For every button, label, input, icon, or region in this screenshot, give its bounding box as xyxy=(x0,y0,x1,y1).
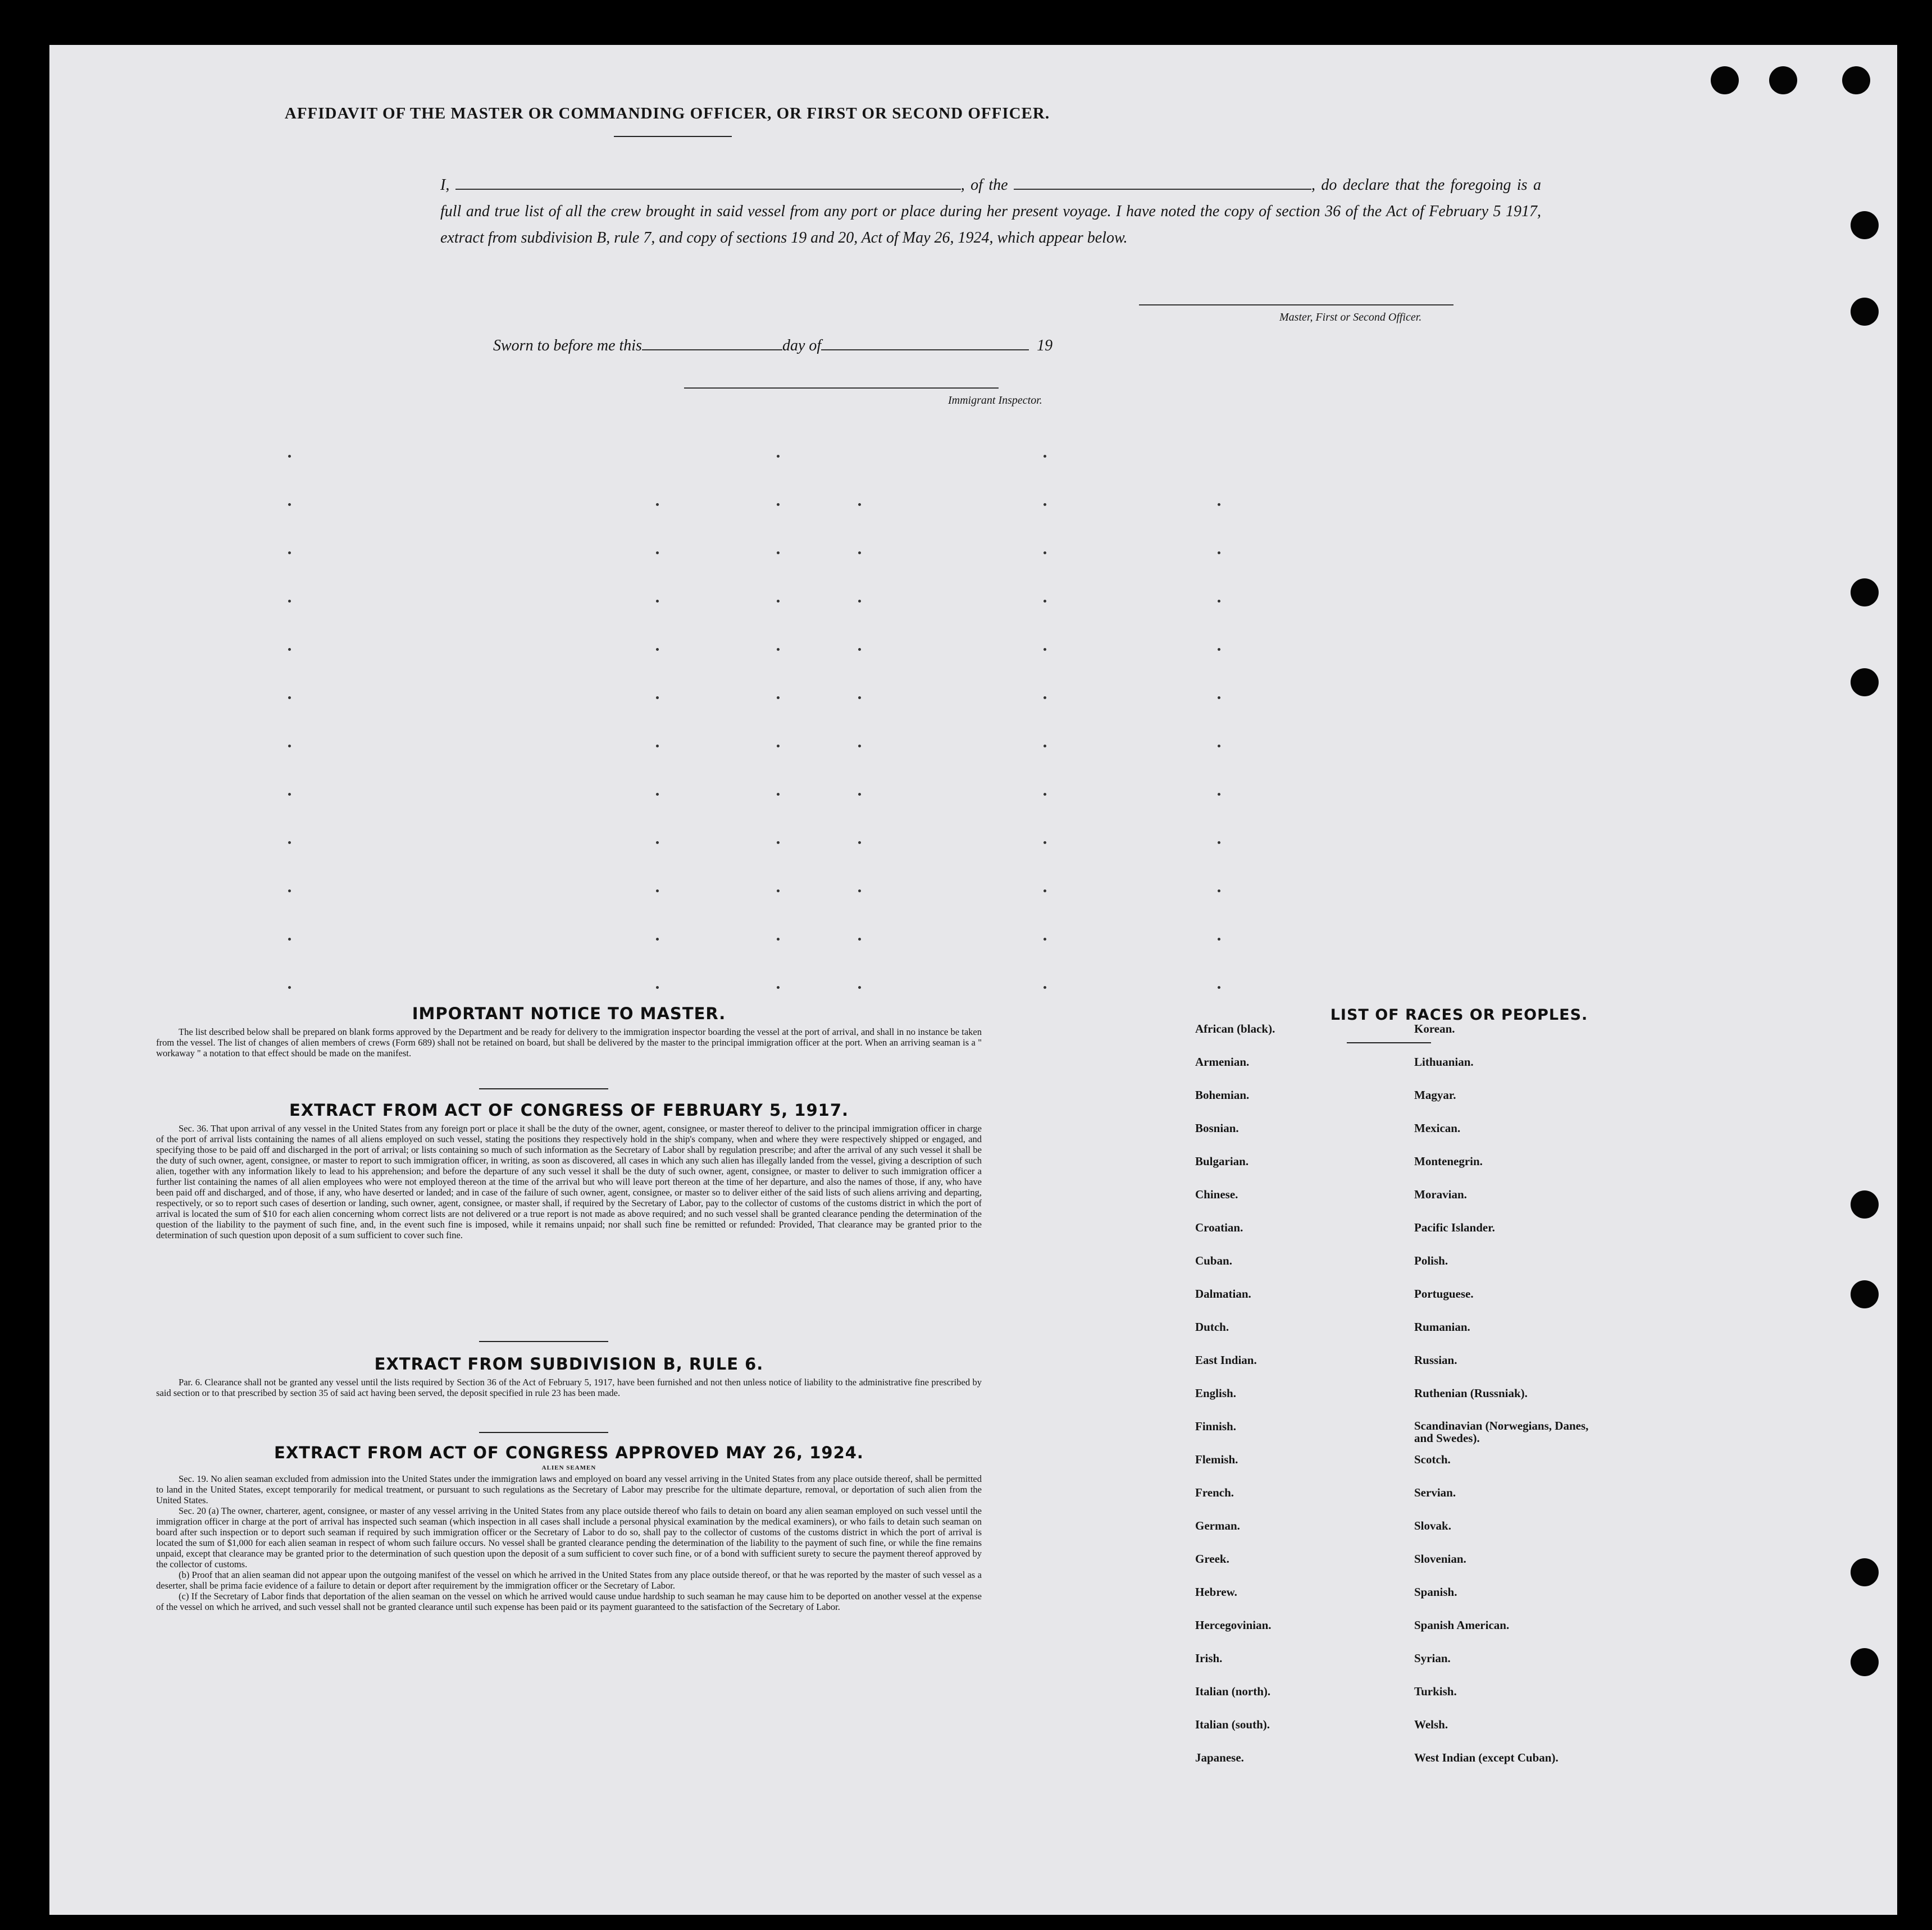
grid-dot xyxy=(777,696,780,699)
extract-rule6-text: Par. 6. Clearance shall not be granted any vessel until the lists required by Section 36 of the Act of February 5, 1917, have been furnished and not then unless notice of liability to the administrative fine prescribed by said section or to that prescribed by section 35 of said act having been served, the deposit specified in rule 23 has been made. xyxy=(156,1377,982,1398)
grid-dot xyxy=(288,841,291,844)
grid-dot xyxy=(777,938,780,941)
grid-dot xyxy=(1218,793,1220,796)
sec-20a: Sec. 20 (a) The owner, charterer, agent, consignee, or master of any vessel arriving in the United States from any place outside thereof who fails to detain on board any alien seaman employed on such vessel until the immigration officer in charge at the port of arrival has inspected such seaman (which inspection in all cases shall include a personal physical examination by the medical examiners), or who fails to detain such seaman on board after such inspection or to deport such seaman if required by such immigration officer or the Secretary of Labor to do so, shall pay to the collector of customs of the customs district in which the port of arrival is located the sum of $1,000 for each alien seaman in respect of whom such failure occurs. No vessel shall be granted clearance pending the determination of the liability to the payment of such fine, or while the fine remains unpaid, except that clearance may be granted prior to the determination of such question upon the deposit of a sum sufficient to cover such fine, or of a bond with sufficient surety to secure the payment thereof approved by the collector of customs. xyxy=(156,1505,982,1569)
grid-dot xyxy=(858,889,861,892)
binder-hole xyxy=(1851,668,1879,696)
grid-dot xyxy=(656,503,659,506)
binder-hole xyxy=(1851,211,1879,239)
divider-3 xyxy=(479,1432,608,1433)
race-item: Welsh. xyxy=(1414,1718,1448,1731)
grid-dot xyxy=(288,551,291,554)
grid-dot xyxy=(288,648,291,651)
grid-dot xyxy=(288,745,291,747)
grid-dot xyxy=(858,793,861,796)
race-item: Servian. xyxy=(1414,1486,1456,1499)
grid-dot xyxy=(656,745,659,747)
grid-dot xyxy=(1218,938,1220,941)
binder-hole xyxy=(1851,298,1879,326)
grid-dot xyxy=(858,696,861,699)
race-item: Croatian. xyxy=(1195,1221,1243,1234)
sworn-day-blank xyxy=(642,339,782,350)
grid-dot xyxy=(858,938,861,941)
races-underline xyxy=(1347,1042,1431,1043)
race-item: Bosnian. xyxy=(1195,1121,1239,1135)
race-item: Flemish. xyxy=(1195,1453,1238,1466)
grid-dot xyxy=(288,696,291,699)
extract-rule6 xyxy=(156,1354,982,1398)
grid-dot xyxy=(1044,455,1046,458)
extract-1924-subtitle: ALIEN SEAMEN xyxy=(541,1464,596,1471)
binder-hole xyxy=(1851,1190,1879,1219)
grid-dot xyxy=(858,745,861,747)
document-page xyxy=(49,45,1897,1915)
race-item: Portuguese. xyxy=(1414,1287,1474,1301)
grid-dot xyxy=(656,841,659,844)
extract-1917-text: Sec. 36. That upon arrival of any vessel in the United States from any foreign port or place it shall be the duty of the owner, agent, consignee, or master thereof to deliver to the principal immigration officer in charge of the port of arrival lists containing the names of all aliens employed on such vessel, stating the positions they respectively hold in the ship's company, when and where they were respectively shipped or engaged, and specifying those to be paid off and discharged in the port of arrival; or lists containing so much of such information as the Secretary of Labor shall by regulation prescribe; and after the arrival of any such vessel it shall be the duty of such owner, agent, consignee, or master to report to such immigration officer, in writing, as soon as discovered, all cases in which any such alien has illegally landed from the vessel, giving a description of such alien, together with any information likely to lead to his apprehension; and before the departure of any such vessel it shall be the duty of such owner, agent, consignee, or master to deliver to such immigration officer a further list containing the names of all alien employees who were not employed thereon at the time of the arrival but who will leave port thereon at the time of her departure, and also the names of those, if any, who have been paid off and discharged, and of those, if any, who have deserted or landed; and in case of the failure of such owner, agent, consignee, or master so to deliver either of the said lists of such aliens arriving and departing, respectively, or so to report such cases of desertion or landing, such owner, agent, consignee, or master shall, if required by the Secretary of Labor, pay to the collector of customs of the customs district in which the port of arrival is located the sum of $10 for each alien concerning whom correct lists are not delivered or a true report is not made as above required; and no such vessel shall be granted clearance pending the determination of the question of the liability to the payment of such fine, and, in the event such fine is imposed, while it remains unpaid; nor shall such fine be remitted or refunded: Provided, That clearance may be granted prior to the determination of such question upon deposit of a sum sufficient to cover such fine. xyxy=(156,1123,982,1240)
grid-dot xyxy=(1218,503,1220,506)
grid-dot xyxy=(1218,745,1220,747)
grid-dot xyxy=(1044,696,1046,699)
race-item: Rumanian. xyxy=(1414,1320,1470,1334)
race-item: Hercegovinian. xyxy=(1195,1618,1272,1632)
race-item: Italian (north). xyxy=(1195,1685,1271,1698)
race-item: Spanish American. xyxy=(1414,1618,1510,1632)
sec-19: Sec. 19. No alien seaman excluded from admission into the United States under the immigration laws and employed on board any vessel arriving in the United States from any place outside thereof, shall be permitted to land in the United States, except temporarily for medical treatment, or pursuant to such regulations as the Secretary of Labor may prescribe for the ultimate departure, removal, or deportation of such alien from the United States. xyxy=(156,1473,982,1505)
divider-2 xyxy=(479,1341,608,1342)
notice-text: The list described below shall be prepared on blank forms approved by the Department and be ready for delivery to the immigration inspector boarding the vessel at the port of arrival, and shall in no instance be taken from the vessel. The list of changes of alien members of crews (Form 689) shall not be retained on board, but shall be delivered by the master to the principal immigration officer at the port. When an arriving seaman is a " workaway " a notation to that effect should be made on the manifest. xyxy=(156,1026,982,1058)
divider-1 xyxy=(479,1088,608,1089)
binder-hole xyxy=(1711,66,1739,94)
race-item: Polish. xyxy=(1414,1254,1448,1267)
extract-1924-title: EXTRACT FROM ACT OF CONGRESS APPROVED MAY 26, 1924. xyxy=(274,1443,864,1462)
grid-dot xyxy=(1218,648,1220,651)
grid-dot xyxy=(777,600,780,603)
grid-dot xyxy=(1044,841,1046,844)
grid-dot xyxy=(1218,841,1220,844)
race-item: Hebrew. xyxy=(1195,1585,1237,1599)
grid-dot xyxy=(1044,986,1046,989)
race-item: Scandinavian (Norwegians, Danes, and Swedes). xyxy=(1414,1419,1589,1445)
grid-dot xyxy=(1218,889,1220,892)
grid-dot xyxy=(777,648,780,651)
grid-dot xyxy=(288,600,291,603)
race-item: East Indian. xyxy=(1195,1353,1257,1367)
grid-dot xyxy=(656,938,659,941)
race-item: Dutch. xyxy=(1195,1320,1229,1334)
grid-dot xyxy=(1044,745,1046,747)
extract-1917-title: EXTRACT FROM ACT OF CONGRESS OF FEBRUARY 5, 1917. xyxy=(289,1101,849,1120)
sec-20c: (c) If the Secretary of Labor finds that deportation of the alien seaman on the vessel on which he arrived would cause undue hardship to such seaman he may cause him to be deported on another vessel at the expense of the vessel on which he arrived, and such vessel shall not be granted clearance until such expense has been paid or its payment guaranteed to the satisfaction of the Secretary of Labor. xyxy=(156,1591,982,1612)
name-blank xyxy=(455,179,961,190)
grid-dot xyxy=(858,600,861,603)
grid-dot xyxy=(288,938,291,941)
grid-dot xyxy=(858,986,861,989)
declaration-of-the: , of the xyxy=(960,176,1008,194)
important-notice xyxy=(156,1004,982,1058)
race-item: Korean. xyxy=(1414,1022,1455,1035)
declaration-do-declare: , do declare xyxy=(1311,176,1389,194)
grid-dot xyxy=(777,841,780,844)
declaration-i: I, xyxy=(440,176,450,194)
race-item: French. xyxy=(1195,1486,1234,1499)
race-item: Slovenian. xyxy=(1414,1552,1466,1566)
grid-dot xyxy=(777,551,780,554)
grid-dot xyxy=(1044,938,1046,941)
race-item: German. xyxy=(1195,1519,1240,1532)
grid-dot xyxy=(777,503,780,506)
affidavit-title: AFFIDAVIT OF THE MASTER OR COMMANDING OFFICER, OR FIRST OR SECOND OFFICER. xyxy=(284,104,1050,122)
grid-dot xyxy=(1044,600,1046,603)
grid-dot xyxy=(777,986,780,989)
race-item: Syrian. xyxy=(1414,1651,1451,1665)
grid-dot xyxy=(777,889,780,892)
grid-dot xyxy=(656,551,659,554)
grid-dot xyxy=(1044,648,1046,651)
race-item: Japanese. xyxy=(1195,1751,1244,1764)
grid-dot xyxy=(1044,503,1046,506)
notice-title: IMPORTANT NOTICE TO MASTER. xyxy=(412,1004,726,1023)
grid-dot xyxy=(288,986,291,989)
binder-hole xyxy=(1851,578,1879,606)
grid-dot xyxy=(656,696,659,699)
race-item: African (black). xyxy=(1195,1022,1275,1035)
grid-dot xyxy=(288,889,291,892)
grid-dot xyxy=(1044,551,1046,554)
grid-dot xyxy=(656,986,659,989)
race-item: Slovak. xyxy=(1414,1519,1451,1532)
declaration-body: that the foregoing is a full and true list of all the crew brought in said vessel from any port or place during her present voyage. I have noted the copy of section 36 of the Act of February 5 1917, extract from subdivision B, rule 7, and copy of sections 19 and 20, Act of May 26, 1924, which appear below. xyxy=(440,176,1541,247)
title-underline xyxy=(614,136,732,137)
sec-20b: (b) Proof that an alien seaman did not appear upon the outgoing manifest of the vessel on which he arrived in the United States from any place outside thereof, or that he was reported by the master of such vessel as a deserter, shall be prima facie evidence of a failure to detain or deport after requirement by the immigration officer or the Secretary of Labor. xyxy=(156,1569,982,1591)
extract-1917 xyxy=(156,1101,982,1240)
binder-hole xyxy=(1851,1558,1879,1586)
grid-dot xyxy=(1044,793,1046,796)
race-item: Spanish. xyxy=(1414,1585,1457,1599)
sworn-day-of: day of xyxy=(782,337,822,354)
sworn-month-blank xyxy=(821,339,1029,350)
sworn-prefix: Sworn to before me this xyxy=(493,337,642,354)
extract-1924-text xyxy=(156,1473,982,1612)
race-item: Scotch. xyxy=(1414,1453,1451,1466)
binder-hole xyxy=(1851,1280,1879,1308)
binder-hole xyxy=(1851,1648,1879,1676)
sworn-line xyxy=(493,337,1052,355)
master-caption: Master, First or Second Officer. xyxy=(1279,311,1422,323)
grid-dot xyxy=(288,793,291,796)
grid-dot xyxy=(288,455,291,458)
grid-dot xyxy=(777,793,780,796)
grid-dot xyxy=(656,889,659,892)
race-item: Bohemian. xyxy=(1195,1088,1250,1102)
grid-dot xyxy=(1218,600,1220,603)
binder-hole xyxy=(1769,66,1797,94)
master-signature-line xyxy=(1139,304,1453,305)
race-item: Irish. xyxy=(1195,1651,1223,1665)
vessel-blank xyxy=(1014,179,1311,190)
race-item: Montenegrin. xyxy=(1414,1155,1483,1168)
grid-dot xyxy=(1218,696,1220,699)
race-item: Moravian. xyxy=(1414,1188,1467,1201)
race-item: West Indian (except Cuban). xyxy=(1414,1751,1559,1764)
affidavit-declaration xyxy=(440,172,1541,251)
race-item: Russian. xyxy=(1414,1353,1457,1367)
race-item: Bulgarian. xyxy=(1195,1155,1249,1168)
inspector-caption: Immigrant Inspector. xyxy=(948,394,1042,407)
binder-hole xyxy=(1842,66,1870,94)
race-item: English. xyxy=(1195,1386,1236,1400)
race-item: Cuban. xyxy=(1195,1254,1232,1267)
race-item: Armenian. xyxy=(1195,1055,1250,1069)
race-item: Greek. xyxy=(1195,1552,1229,1566)
race-item: Pacific Islander. xyxy=(1414,1221,1495,1234)
race-item: Ruthenian (Russniak). xyxy=(1414,1386,1528,1400)
race-item: Dalmatian. xyxy=(1195,1287,1251,1301)
race-item: Turkish. xyxy=(1414,1685,1457,1698)
race-item: Mexican. xyxy=(1414,1121,1461,1135)
grid-dot xyxy=(656,793,659,796)
grid-dot xyxy=(288,503,291,506)
grid-dot xyxy=(777,455,780,458)
grid-dot xyxy=(858,841,861,844)
inspector-signature-line xyxy=(684,387,999,389)
grid-dot xyxy=(1218,986,1220,989)
race-item: Finnish. xyxy=(1195,1420,1236,1433)
grid-dot xyxy=(777,745,780,747)
races-title: LIST OF RACES OR PEOPLES. xyxy=(1330,1006,1588,1024)
grid-dot xyxy=(858,648,861,651)
grid-dot xyxy=(656,600,659,603)
grid-dot xyxy=(858,503,861,506)
race-item: Chinese. xyxy=(1195,1188,1238,1201)
grid-dot xyxy=(858,551,861,554)
race-item: Italian (south). xyxy=(1195,1718,1270,1731)
sworn-year: 19 xyxy=(1037,337,1053,354)
extract-rule6-title: EXTRACT FROM SUBDIVISION B, RULE 6. xyxy=(374,1354,764,1374)
extract-1924 xyxy=(156,1443,982,1612)
grid-dot xyxy=(1218,551,1220,554)
race-item: Magyar. xyxy=(1414,1088,1456,1102)
race-item: Lithuanian. xyxy=(1414,1055,1474,1069)
grid-dot xyxy=(656,648,659,651)
grid-dot xyxy=(1044,889,1046,892)
